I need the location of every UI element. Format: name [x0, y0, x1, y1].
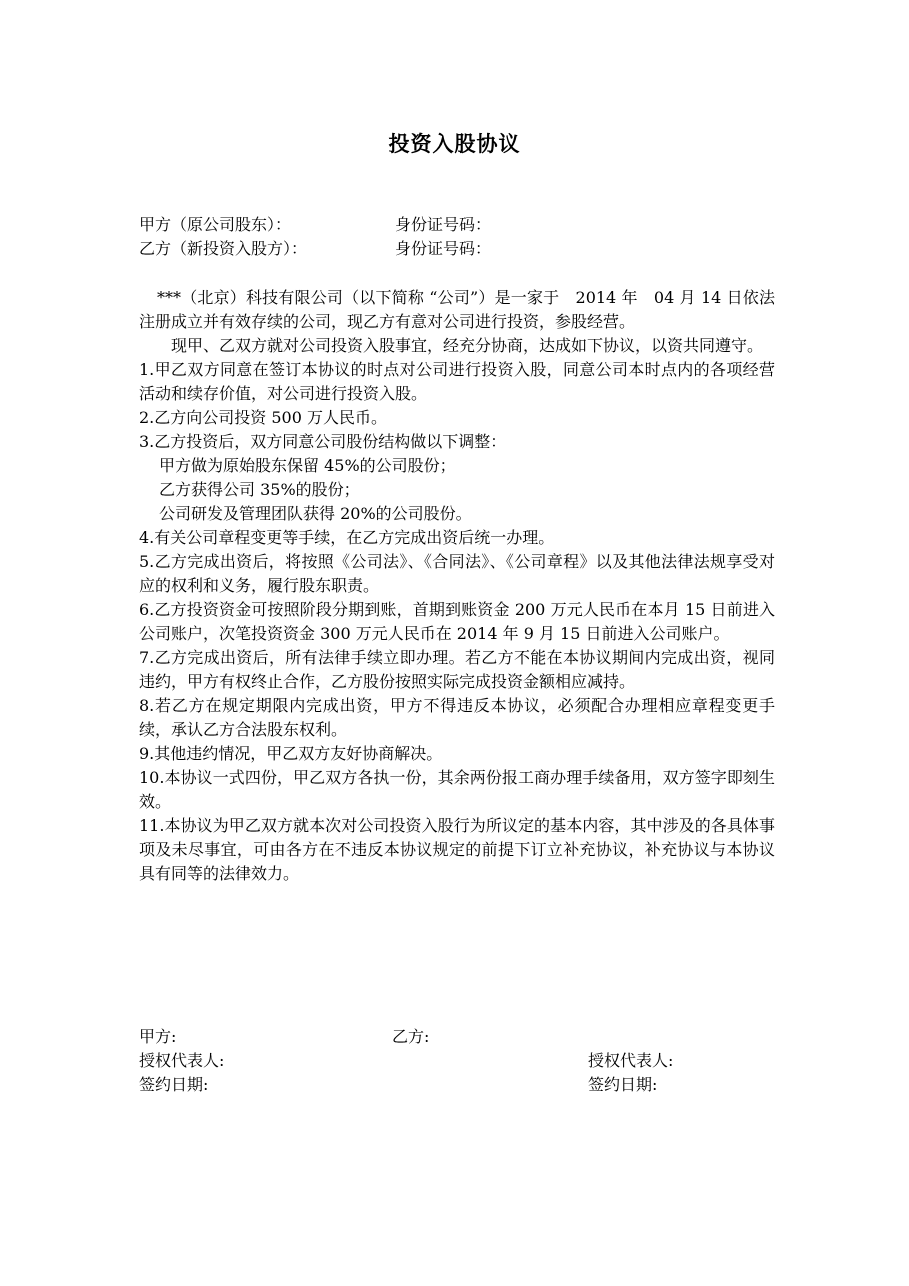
- clause-1: 1.甲乙双方同意在签订本协议的时点对公司进行投资入股，同意公司本时点内的各项经营活动和续存价值，对公司进行投资入股。: [139, 360, 775, 403]
- clause-5: 5.乙方完成出资后，将按照《公司法》、《合同法》、《公司章程》以及其他法律法规享受对应的权利和义务，履行股东职责。: [139, 552, 775, 595]
- intro-paragraph: ***（北京）科技有限公司（以下简称 “公司”）是一家于 2014 年 04 月 14 日依法注册成立并有效存续的公司，现乙方有意对公司进行投资，参股经营。: [139, 288, 775, 331]
- clause-7: 7.乙方完成出资后，所有法律手续立即办理。若乙方不能在本协议期间内完成出资，视同违约，甲方有权终止合作，乙方股份按照实际完成投资金额相应减持。: [139, 648, 775, 691]
- clause-3-item-b: 乙方获得公司 35%的股份；: [159, 480, 360, 499]
- clause-8: 8.若乙方在规定期限内完成出资，甲方不得违反本协议，必须配合办理相应章程变更手续，承认乙方合法股东权利。: [139, 696, 775, 739]
- agreement-body: [139, 286, 775, 886]
- party-b-label: 乙方（新投资入股方）：: [139, 239, 308, 258]
- clause-2: 2.乙方向公司投资 500 万人民币。: [139, 408, 387, 427]
- preamble-paragraph: 现甲、乙双方就对公司投资入股事宜，经充分协商，达成如下协议，以资共同遵守。: [171, 336, 764, 355]
- party-a-representative-label: 授权代表人:: [139, 1051, 225, 1070]
- party-a-date-label: 签约日期:: [139, 1075, 209, 1094]
- clause-3: 3.乙方投资后，双方同意公司股份结构做以下调整：: [139, 432, 507, 451]
- clause-9: 9.其他违约情况，甲乙双方友好协商解决。: [139, 744, 443, 763]
- party-a-label: 甲方（原公司股东）：: [139, 215, 292, 234]
- clause-11: 11.本协议为甲乙双方就本次对公司投资入股行为所议定的基本内容，其中涉及的各具体事项及未尽事宜，可由各方在不违反本协议规定的前提下订立补充协议，补充协议与本协议具有同等的法律效力。: [139, 816, 775, 883]
- clause-3-item-a: 甲方做为原始股东保留 45%的公司股份；: [159, 456, 456, 475]
- clause-6: 6.乙方投资资金可按照阶段分期到账，首期到账资金 200 万元人民币在本月 15 日前进入公司账户，次笔投资资金 300 万元人民币在 2014 年 9 月 15 日前进入公司账户。: [139, 600, 775, 643]
- document-title: 投资入股协议: [388, 132, 521, 156]
- clause-10: 10.本协议一式四份，甲乙双方各执一份，其余两份报工商办理手续备用，双方签字即刻生效。: [139, 768, 775, 811]
- clause-4: 4.有关公司章程变更等手续，在乙方完成出资后统一办理。: [139, 528, 555, 547]
- clause-3-item-c: 公司研发及管理团队获得 20%的公司股份。: [159, 504, 472, 523]
- party-b-id-label: 身份证号码：: [395, 239, 492, 258]
- party-b-signature-label: 乙方:: [392, 1027, 430, 1046]
- party-a-id-label: 身份证号码：: [395, 215, 492, 234]
- party-b-representative-label: 授权代表人:: [588, 1051, 674, 1070]
- party-b-date-label: 签约日期:: [588, 1075, 658, 1094]
- party-a-signature-label: 甲方:: [139, 1027, 177, 1046]
